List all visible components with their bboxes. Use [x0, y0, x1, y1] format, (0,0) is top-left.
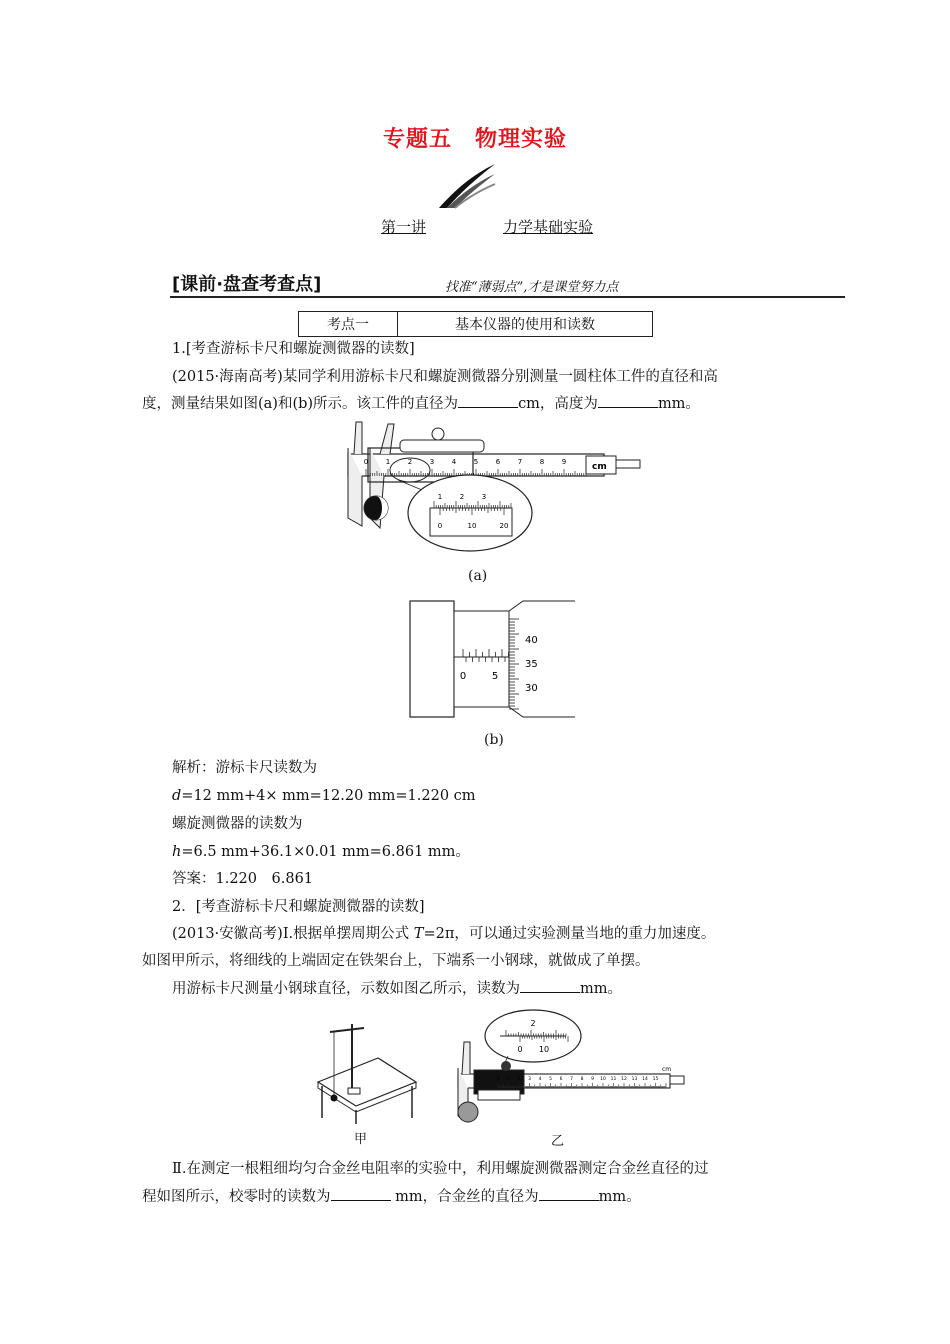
solution-line2: d=12 mm+4× mm=12.20 mm=1.220 cm	[172, 788, 476, 804]
thimble-label: 30	[525, 683, 538, 694]
caliper-yi-tick-label: 5	[549, 1077, 552, 1082]
caliper-tick-label: 0	[363, 458, 369, 466]
q2-blank-wire[interactable]	[539, 1187, 599, 1201]
vernier-label: 0	[437, 522, 443, 530]
caption-b: (b)	[484, 732, 504, 748]
vernier-main-label: 1	[437, 493, 443, 501]
caliper-yi-tick-label: 2	[517, 1077, 521, 1082]
zoom-vernier-label: 0	[517, 1045, 523, 1054]
figure-a-caliper	[340, 418, 645, 553]
solution-line3: 螺旋测微器的读数为	[172, 816, 303, 832]
zoom-main-label: 2	[530, 1019, 536, 1028]
caliper-yi-tick-label: 9	[591, 1077, 594, 1082]
caliper-tick-label: 2	[407, 458, 413, 466]
lecture-name: 力学基础实验	[503, 218, 594, 236]
sleeve-label: 5	[491, 671, 499, 682]
kaodian-label: 考点一	[299, 312, 398, 336]
page-title: 专题五 物理实验	[382, 127, 567, 152]
caliper-yi-tick-label: 6	[559, 1077, 563, 1082]
caliper-yi-tick-label: 0	[496, 1077, 500, 1082]
caliper-tick-label: 9	[561, 458, 567, 466]
section-header: [课前·盘查考查点]	[172, 274, 322, 295]
q1-blank-diameter[interactable]	[458, 394, 518, 408]
caliper-tick-label: 5	[473, 458, 479, 466]
zoom-vernier-label: 10	[538, 1045, 550, 1054]
q1-text-line1: (2015·海南高考)某同学利用游标卡尺和螺旋测微器分别测量一圆柱体工件的直径和高	[172, 369, 718, 385]
caliper-yi-tick-label: 3	[528, 1077, 531, 1082]
caliper-yi-tick-label: 12	[621, 1077, 627, 1082]
sleeve-label: 0	[459, 671, 467, 682]
caliper-yi-tick-label: 13	[631, 1077, 638, 1082]
caliper-yi-tick-label: 11	[610, 1077, 617, 1082]
kaodian-title: 基本仪器的使用和读数	[455, 317, 595, 333]
solution-line4: h=6.5 mm+36.1×0.01 mm=6.861 mm。	[172, 844, 470, 860]
caliper-yi-tick-label: 10	[600, 1077, 606, 1082]
q2-partII-line1: Ⅱ.在测定一根粗细均匀合金丝电阻率的实验中，利用螺旋测微器测定合金丝直径的过	[172, 1161, 709, 1177]
q2-text-line1: (2013·安徽高考)Ⅰ.根据单摆周期公式 T=2π，可以通过实验测量当地的重力加速度。	[172, 926, 716, 942]
vernier-label: 10	[467, 522, 477, 530]
kaodian-box	[298, 311, 653, 337]
figure-jia-label: 甲	[354, 1132, 368, 1147]
caliper-yi-tick-label: 4	[538, 1077, 542, 1082]
caliper-tick-label: 8	[539, 458, 545, 466]
caliper-tick-label: 7	[517, 458, 523, 466]
q2-partII-line2: 程如图所示，校零时的读数为 mm，合金丝的直径为 mm。	[142, 1189, 641, 1205]
figure-yi-caliper	[438, 1008, 688, 1126]
vernier-main-label: 3	[481, 493, 487, 501]
caliper-yi-tick-label: 15	[652, 1077, 659, 1082]
q1-tag: 1.[考查游标卡尺和螺旋测微器的读数]	[172, 341, 415, 357]
thimble-label: 35	[525, 659, 538, 670]
caliper-yi-tick-label: 14	[642, 1077, 648, 1082]
answer-line: 答案：1.220 6.861	[172, 871, 314, 887]
caliper-tick-label: 3	[429, 458, 435, 466]
q2-text-line3: 用游标卡尺测量小钢球直径，示数如图乙所示，读数为 mm。	[172, 981, 622, 997]
q1-blank-height[interactable]	[598, 394, 658, 408]
q2-tag: 2．[考查游标卡尺和螺旋测微器的读数]	[172, 899, 425, 915]
swoosh-decoration	[437, 160, 497, 210]
figure-yi-label: 乙	[551, 1134, 565, 1149]
thimble-label: 40	[525, 635, 538, 646]
caliper-unit-yi: cm	[662, 1066, 672, 1073]
caliper-tick-label: 4	[451, 458, 457, 466]
vernier-label: 20	[499, 522, 509, 530]
section-divider	[170, 296, 845, 298]
lecture-number: 第一讲	[381, 218, 427, 236]
caliper-yi-tick-label: 7	[570, 1077, 573, 1082]
figure-jia-pendulum	[308, 1018, 418, 1126]
caliper-tick-label: 1	[385, 458, 391, 466]
figure-b-micrometer	[405, 597, 580, 722]
caliper-yi-tick-label: 1	[507, 1077, 510, 1082]
solution-line1: 解析：游标卡尺读数为	[172, 760, 317, 776]
q2-blank-zero[interactable]	[331, 1187, 391, 1201]
vernier-main-label: 2	[459, 493, 465, 501]
section-tip: 找准“薄弱点”,才是课堂努力点	[445, 280, 619, 295]
q1-text-line2: 度，测量结果如图(a)和(b)所示。该工件的直径为 cm，高度为 mm。	[142, 396, 700, 412]
q2-text-line2: 如图甲所示，将细线的上端固定在铁架台上，下端系一小钢球，就做成了单摆。	[142, 953, 650, 969]
caliper-yi-tick-label: 8	[580, 1077, 584, 1082]
caliper-tick-label: 6	[495, 458, 501, 466]
caption-a: (a)	[468, 568, 488, 584]
caliper-unit: cm	[592, 462, 607, 472]
q2-blank-diameter[interactable]	[520, 979, 580, 993]
